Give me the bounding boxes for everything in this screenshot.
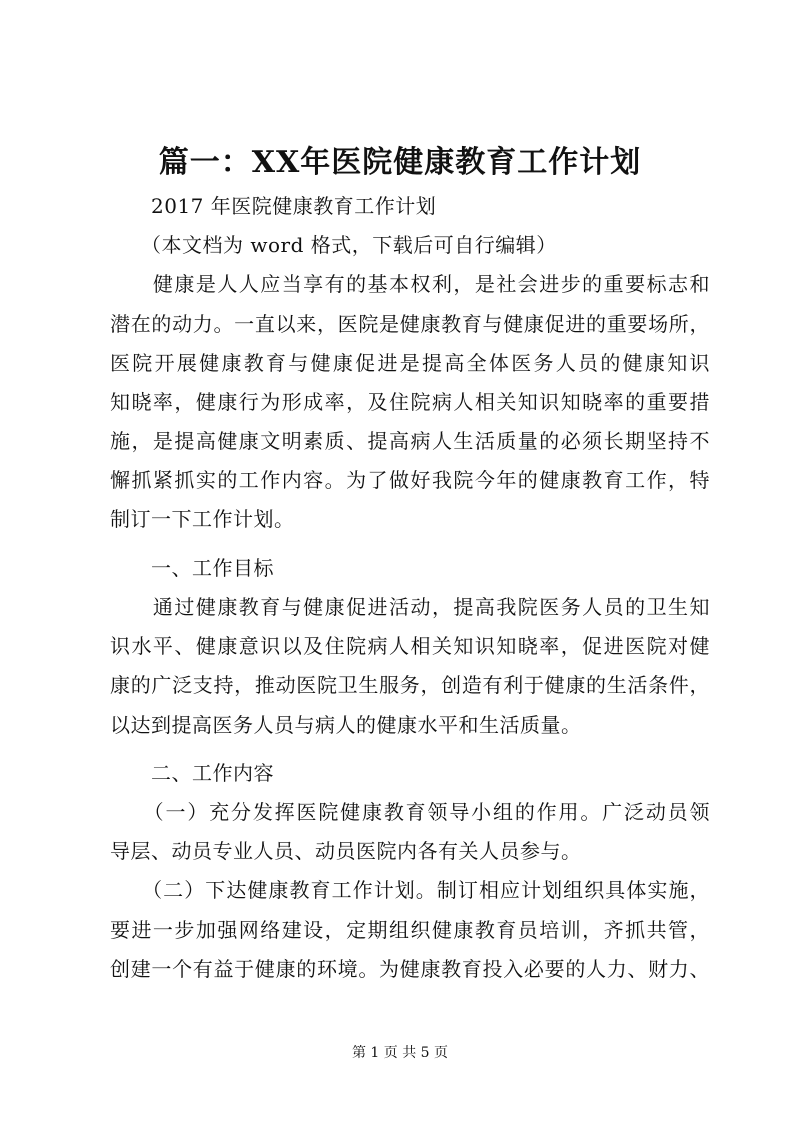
paragraph-line: 施，是提高健康文明素质、提高病人生活质量的必须长期坚持不 [110,429,710,453]
paragraph-line: 创建一个有益于健康的环境。为健康教育投入必要的人力、财力、 [110,957,710,981]
section-heading: 二、工作内容 [110,761,274,785]
paragraph-line: （二）下达健康教育工作计划。制订相应计划组织具体实施， [110,878,710,902]
paragraph-line: 健康是人人应当享有的基本权利，是社会进步的重要标志和 [110,272,710,296]
paragraph-line: 医院开展健康教育与健康促进是提高全体医务人员的健康知识 [110,351,710,375]
paragraph-line: 识水平、健康意识以及住院病人相关知识知晓率，促进医院对健 [110,634,710,658]
paragraph-line: 导层、动员专业人员、动员医院内各有关人员参与。 [110,839,582,863]
page-number-footer: 第 1 页 共 5 页 [351,1045,449,1061]
paragraph-line: 要进一步加强网络建设，定期组织健康教育员培训，齐抓共管， [110,918,710,942]
paragraph-line: 康的广泛支持，推动医院卫生服务，创造有利于健康的生活条件， [110,673,710,697]
paragraph-line: （本文档为 word 格式，下载后可自行编辑） [110,233,557,257]
paragraph-line: 制订一下工作计划。 [110,507,295,531]
section-heading: 一、工作目标 [110,556,274,580]
document-title: 篇一：XX年医院健康教育工作计划 [158,145,642,180]
paragraph-line: 懈抓紧抓实的工作内容。为了做好我院今年的健康教育工作，特 [110,468,710,492]
paragraph-line: （一）充分发挥医院健康教育领导小组的作用。广泛动员领 [110,800,710,824]
paragraph-line: 潜在的动力。一直以来，医院是健康教育与健康促进的重要场所， [110,312,710,336]
paragraph-line: 以达到提高医务人员与病人的健康水平和生活质量。 [110,713,582,737]
paragraph-line: 通过健康教育与健康促进活动，提高我院医务人员的卫生知 [110,595,710,619]
paragraph-line: 2017 年医院健康教育工作计划 [110,194,437,218]
paragraph-line: 知晓率，健康行为形成率，及住院病人相关知识知晓率的重要措 [110,390,710,414]
